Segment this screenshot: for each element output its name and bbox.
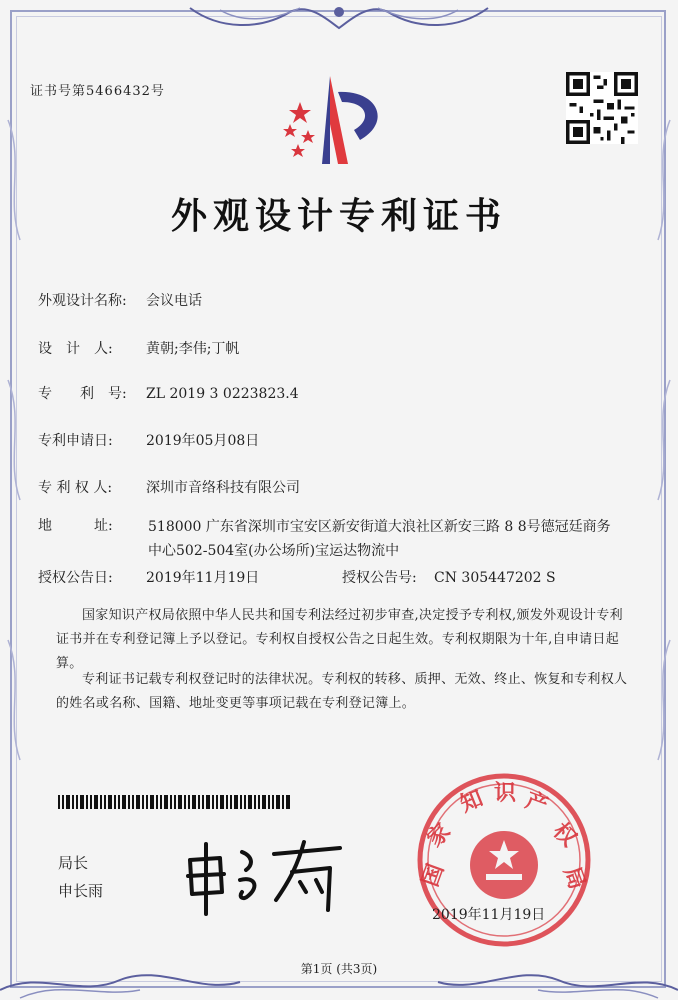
address-label: 地 址:	[38, 518, 113, 534]
statement-paragraph-1: 国家知识产权局依照中华人民共和国专利法经过初步审查,决定授予专利权,颁发外观设计专利证书并在专利登记簿上予以登记。专利权自授权公告之日起生效。专利权期限为十年,自申请日起算。	[56, 608, 623, 671]
handwritten-signature	[180, 830, 350, 920]
patent-office-logo-icon	[268, 72, 398, 172]
address-row	[38, 515, 146, 535]
address-value: 518000 广东省深圳市宝安区新安街道大浪社区新安三路 8 8号德冠廷商务中心502-504室(办公场所)宝运达物流中	[148, 519, 611, 559]
patent-number-value: ZL 2019 3 0223823.4	[146, 386, 299, 402]
chief-title: 局长	[58, 854, 89, 872]
svg-text:国: 国	[418, 860, 450, 891]
filing-date-label: 专利申请日:	[38, 433, 113, 449]
grant-date-value: 2019年11月19日	[146, 570, 260, 586]
left-ornament	[0, 0, 40, 1000]
patentee-row	[38, 477, 300, 497]
svg-text:知: 知	[456, 786, 487, 818]
design-name-value: 会议电话	[146, 293, 202, 309]
svg-text:局: 局	[558, 863, 590, 893]
qr-code-icon	[566, 72, 638, 144]
svg-text:识: 识	[494, 781, 517, 806]
chief-name: 申长雨	[58, 882, 104, 900]
design-name-label: 外观设计名称:	[38, 293, 127, 309]
designer-value: 黄朝;李伟;丁帆	[146, 341, 240, 357]
grant-number-label: 授权公告号:	[342, 570, 417, 586]
designer-label: 设 计 人:	[38, 341, 113, 357]
barcode-icon	[58, 795, 290, 809]
svg-text:权: 权	[547, 818, 582, 852]
certificate-number: 证书号第5466432号	[30, 84, 165, 99]
svg-text:产: 产	[521, 788, 552, 820]
designer-row	[38, 338, 239, 358]
patentee-value: 深圳市音络科技有限公司	[146, 480, 300, 496]
patent-number-row	[38, 383, 299, 403]
certificate-title: 外观设计专利证书	[170, 195, 507, 237]
patent-number-label: 专 利 号:	[38, 386, 127, 402]
grant-number-value: CN 305447202 S	[434, 570, 556, 586]
svg-text:家: 家	[422, 818, 456, 853]
grant-date-row	[38, 567, 259, 587]
top-ornament	[180, 0, 498, 44]
grant-number-row	[342, 567, 556, 587]
filing-date-value: 2019年05月08日	[146, 433, 260, 449]
statement-paragraph-2: 专利证书记载专利权登记时的法律状况。专利权的转移、质押、无效、终止、恢复和专利权人的姓名或名称、国籍、地址变更等事项记载在专利登记簿上。	[56, 672, 628, 711]
filing-date-row	[38, 430, 259, 450]
seal-date: 2019年11月19日	[432, 907, 546, 923]
right-ornament	[638, 0, 678, 1000]
design-name-row	[38, 290, 202, 310]
patentee-label: 专 利 权 人:	[38, 480, 113, 496]
page-number: 第1页 (共3页)	[300, 962, 378, 976]
grant-date-label: 授权公告日:	[38, 570, 113, 586]
